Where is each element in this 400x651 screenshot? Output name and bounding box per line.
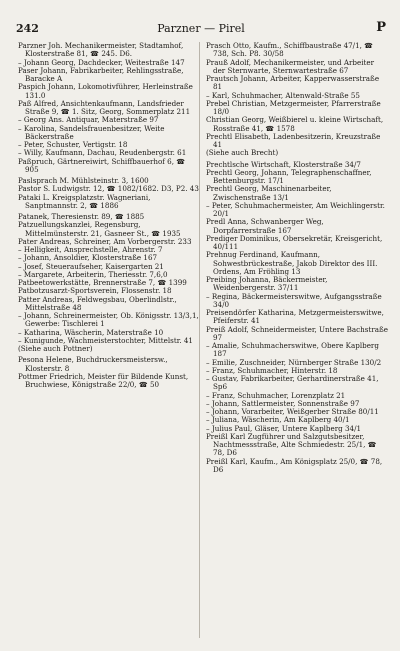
directory-entry: Predl Anna, Schwanberger Weg, Dorpfarrerstraße 167 [206,217,324,235]
directory-entry: – Julius Paul, Gläser, Untere Kaplberg 34/1 [206,423,362,433]
directory-entry: Patbotzusarzt-Sportsverein, Flossenstr. 18 [18,286,172,296]
directory-entry: – Kunigunde, Wachmeisterstochter, Mittelstr. 41 [18,335,193,345]
directory-entry: Preißl Karl, Kaufm., Am Königsplatz 25/0, ☎ 78, D6 [206,456,383,474]
directory-entry: Prehnug Ferdinand, Kaufmann, Sohwestbrückestraße, Jakob Direktor des III. Ordens, Am Fröhling 13 [206,250,378,276]
directory-entry: – Johann, Ansoldier, Klosterstraße 167 [18,253,158,263]
directory-entry: Paspich Johann, Lokomotivführer, Herleinstraße 131.0 [18,82,193,100]
directory-entry: – Margarete, Arbeiterin, Theriesstr. 7,6,0 [18,269,168,279]
directory-entry: – Johann, Vorarbeiter, Weißgerber Straße 80/11 [206,407,379,416]
directory-entry: Paser Johann, Fabrikarbeiter, Rehlingsstraße, Baracke A [18,65,184,83]
directory-entry: – Emilie, Zuschneider, Nürnberger Straße 130/2 [206,357,382,367]
directory-entry: Parzner Joh. Mechanikermeister, Stadtamhof, Klosterstraße 81, ☎ 245. D6. [18,41,184,59]
directory-entry: – Katharina, Wäscherin, Materstraße 10 [18,327,164,337]
directory-entry: Patanek, Theresienstr. 89, ☎ 1885 [18,212,145,221]
column-divider [199,42,200,638]
directory-entry: Pastor S. Ludwigstr. 12, ☎ 1082/1682. D3, P2. 43 [18,184,199,194]
directory-entry: Prebel Christian, Metzgermeister, Pfarrerstraße 18/0 [206,98,381,116]
directory-entry: – Johann, Sattlermeister, Sonnenstraße 97 [206,398,360,408]
directory-entry: Prediger Dominikus, Obersekretär, Kreisgericht, 40/111 [206,233,383,251]
directory-entry: Preibing Johanna, Bäckermeister, Weidenbergerstr. 37/11 [206,275,328,293]
directory-entry: – Georg Ans. Antiquar, Materstraße 97 [18,115,159,125]
directory-entry: Paßpruch, Gärtnereiwirt, Schiffbauerhof 6, ☎ 905 [18,156,186,174]
directory-entry: – Regina, Bäckermeisterswitwe, Aufgangsstraße 34/0 [206,291,382,309]
directory-entry: Paß Alfred, Ansichtenkaufmann, Landsfrieder Straße 9, ☎ 1. Sitz, Georg, Sommerplatz 211 [18,98,191,116]
directory-entry: – Johann Georg, Dachdecker, Weitestraße 147 [18,57,185,67]
running-title: Parzner — Pirel [157,22,245,35]
directory-entry: Prauß Adolf, Mechanikermeister, und Arbeiter der Sternwarte, Sternwartestraße 67 [206,57,374,75]
page-header [16,22,386,36]
directory-entry: Pottmer Friedrich, Meister für Bildende Kunst, Bruchwiese, Königstraße 22/0, ☎ 50 [18,371,189,389]
directory-entry: Patzuellungskanzlei, Regensburg, Mittelmünsterstr. 21, Gasneer St., ☎ 1935 [18,220,181,238]
directory-entry: Prechtl Georg, Johann, Telegraphenschaffner, Bettenburgstr. 17/1 [206,167,372,185]
directory-entry: – Franz, Schuhmacher, Lorenzplatz 21 [206,390,346,400]
directory-entry: Paslsprach M. Mühlsteinstr. 3, 1600 [18,176,149,185]
directory-entry: – Amalie, Schuhmacherswitwe, Obere Kaplberg 187 [206,341,379,359]
directory-entry: – Peter, Schuster, Vertigstr. 18 [18,140,128,149]
directory-entry: Prasch Otto, Kaufm., Schiffbaustraße 47/1, ☎ 738, Sch. P8. 30/58 [206,41,374,59]
directory-entry: (Siehe auch Brecht) [206,148,279,158]
directory-entry: Prechtl Georg, Maschinenarbeiter, Zwischenstraße 13/1 [206,184,332,202]
directory-entry: – Juliana, Wäscherin, Am Kaplberg 40/1 [206,415,350,425]
directory-entry: – Karl, Schuhmacher, Altenwald-Straße 55 [206,90,360,100]
section-letter: P [376,20,386,35]
directory-entry: Preisendörfer Katharina, Metzgermeisterswitwe, Pfeiferstr. 41 [206,308,384,326]
directory-entry: – Franz, Schuhmacher, Hinterstr. 18 [206,365,338,375]
directory-entry: Patter Andreas, Feldwegsbau, Oberlindlstr., Mittelstraße 48 [18,294,177,312]
directory-entry: Preiß Adolf, Schneidermeister, Untere Bachstraße 97 [206,324,388,342]
directory-entry: Pesona Helene, Buchdruckersmeistersw., Klosterstr. 8 [18,355,168,373]
directory-entry: (Siehe auch Pottner) [18,344,93,353]
directory-entry: Prautsch Johann, Arbeiter, Kapperwasserstraße 81 [206,74,380,92]
page-number: 242 [16,22,39,35]
directory-entry: – Josef, Steueraufseher, Kaisergarten 21 [18,261,164,271]
directory-entry: – Karolina, Sandelsfrauenbesitzer, Weite Bäckerstraße [18,123,165,141]
directory-entry: Christian Georg, Weißbierel u. kleine Wirtschaft, Rosstraße 41, ☎ 1578 [206,115,384,133]
directory-entry: Preißl Karl Zugführer und Salzgutsbesitzer, Nachtmessstraße, Alte Schmiedestr. 25/1, ☎ 78, D6 [206,431,377,458]
right-column [206,42,388,474]
directory-entry: Pater Andreas, Schreiner, Am Vorbergerstr. 233 [18,236,192,246]
directory-entry: Pataki L. Kreigsplatzstr. Wagneriani, Sanptmannstr. 2, ☎ 1886 [18,192,151,210]
directory-entry: Prechtlsche Wirtschaft, Klosterstraße 34/7 [206,159,361,169]
left-column [18,42,200,389]
directory-entry: – Gustav, Fabrikarbeiter, Gerhardinerstraße 41, Sp6 [206,374,379,392]
directory-entry: Prechtl Elisabeth, Ladenbesitzerin, Kreuzstraße 41 [206,131,381,149]
directory-entry: – Willy, Kaufmann, Dachau, Reudenbergstr. 61 [18,148,187,158]
directory-entry: – Johann, Schreinermeister, Ob. Königsstr. 13/3,1, Gewerbe: Tischlerei 1 [18,311,199,329]
directory-entry: Patbeetowerkstätte, Brennerstraße 7, ☎ 1399 [18,278,187,287]
directory-entry: – Peter, Schuhmachermeister, Am Weichlingerstr. 20/1 [206,200,385,218]
directory-entry: – Helligkeit, Ansprechstelle, Ahrenstr. 7 [18,245,163,254]
